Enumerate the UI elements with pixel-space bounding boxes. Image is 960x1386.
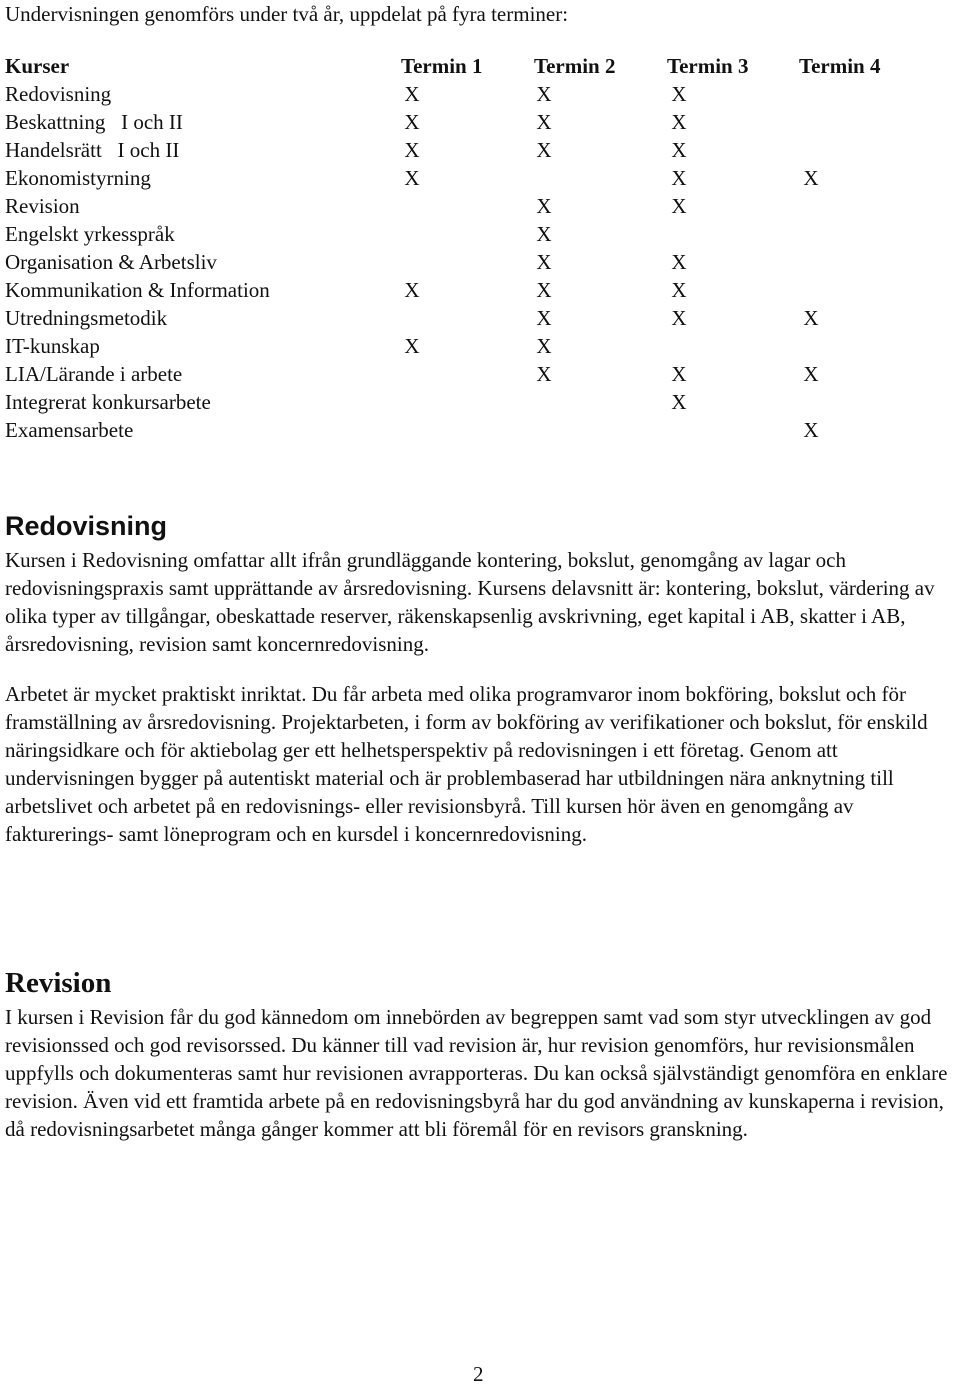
course-name: Organisation & Arbetsliv [5,250,217,274]
term-4-mark: X [803,166,819,190]
header-courses: Kurser [5,54,70,78]
page-number: 2 [473,1362,484,1386]
course-schedule-table [5,52,925,444]
term-1-mark: X [404,334,420,358]
term-2-mark: X [536,250,552,274]
header-term-3: Termin 3 [667,54,749,78]
redovisning-paragraph-2: Arbetet är mycket praktiskt inriktat. Du får arbeta med olika programvaror inom bokföring, bokslut och för framställning av årsredovisning. Projektarbeten, i form av bokföring av verifikationer och bokslut, för enskild näringsidkare och för aktiebolag ger ett helhetsperspektiv på redovisningen i ett företag. Genom att undervisningen bygger på autentiskt material och är problembaserad har utbildningen nära anknytning till arbetslivet och arbetet på en redovisnings- eller revisionsbyrå. Till kursen hör även en genomgång av fakturerings- samt löneprogram och en kursdel i koncernredovisning. [5,682,928,846]
revision-paragraph-1: I kursen i Revision får du god kännedom om innebörden av begreppen samt vad som styr utvecklingen av god revisionssed och god revisorssed. Du känner till vad revision är, hur revision genomförs, hur revisionsmålen uppfylls och dokumenteras samt hur revisionen avrapporteras. Du kan också självständigt genomföra en enklare revision. Även vid ett framtida arbete på en redovisningsbyrå har du god användning av kunskaperna i revision, då redovisningsarbetet många gånger kommer att bli föremål för en revisors granskning. [5,1005,948,1141]
term-3-mark: X [671,110,687,134]
term-3-mark: X [671,194,687,218]
table-body [5,80,925,444]
table-row [5,276,925,304]
course-name: Integrerat konkursarbete [5,390,211,414]
table-row [5,220,925,248]
course-name: Ekonomistyrning [5,166,151,190]
term-4-mark: X [803,306,819,330]
term-3-mark: X [671,278,687,302]
table-row [5,332,925,360]
course-name: Beskattning I och II [5,110,183,134]
term-2-mark: X [536,222,552,246]
table-row [5,80,925,108]
course-name: IT-kunskap [5,334,100,358]
redovisning-section [5,510,955,848]
term-1-mark: X [404,278,420,302]
term-4-mark: X [803,362,819,386]
course-name: Revision [5,194,80,218]
table-row [5,304,925,332]
term-2-mark: X [536,138,552,162]
table-row [5,192,925,220]
term-3-mark: X [671,390,687,414]
course-name: Kommunikation & Information [5,278,270,302]
term-3-mark: X [671,138,687,162]
term-1-mark: X [404,110,420,134]
header-term-2: Termin 2 [534,54,616,78]
redovisning-heading: Redovisning [5,511,168,541]
table-header-row [5,52,925,80]
term-4-mark: X [803,418,819,442]
table-row [5,388,925,416]
term-3-mark: X [671,166,687,190]
term-2-mark: X [536,306,552,330]
term-2-mark: X [536,194,552,218]
term-3-mark: X [671,306,687,330]
course-name: Engelskt yrkesspråk [5,222,175,246]
course-name: Utredningsmetodik [5,306,168,330]
term-2-mark: X [536,334,552,358]
term-3-mark: X [671,362,687,386]
table-row [5,416,925,444]
term-2-mark: X [536,110,552,134]
table-row [5,136,925,164]
revision-heading: Revision [5,967,112,999]
term-1-mark: X [404,166,420,190]
term-3-mark: X [671,82,687,106]
term-2-mark: X [536,278,552,302]
header-term-1: Termin 1 [401,54,483,78]
table-row [5,164,925,192]
course-name: LIA/Lärande i arbete [5,362,183,386]
table-row [5,108,925,136]
header-term-4: Termin 4 [799,54,881,78]
term-1-mark: X [404,138,420,162]
course-name: Examensarbete [5,418,134,442]
term-2-mark: X [536,82,552,106]
intro-text: Undervisningen genomförs under två år, uppdelat på fyra terminer: [5,2,569,26]
term-3-mark: X [671,250,687,274]
course-name: Redovisning [5,82,112,106]
term-1-mark: X [404,82,420,106]
revision-section [5,967,955,1143]
course-name: Handelsrätt I och II [5,138,180,162]
redovisning-paragraph-1: Kursen i Redovisning omfattar allt ifrån grundläggande kontering, bokslut, genomgång av lagar och redovisningspraxis samt upprättande av årsredovisning. Kursens delavsnitt är: kontering, bokslut, värdering av olika typer av tillgångar, obeskattade reserver, räkenskapsenlig avskrivning, eget kapital i AB, skatter i AB, årsredovisning, revision samt koncernredovisning. [5,548,935,656]
term-2-mark: X [536,362,552,386]
table-row [5,248,925,276]
table-row [5,360,925,388]
